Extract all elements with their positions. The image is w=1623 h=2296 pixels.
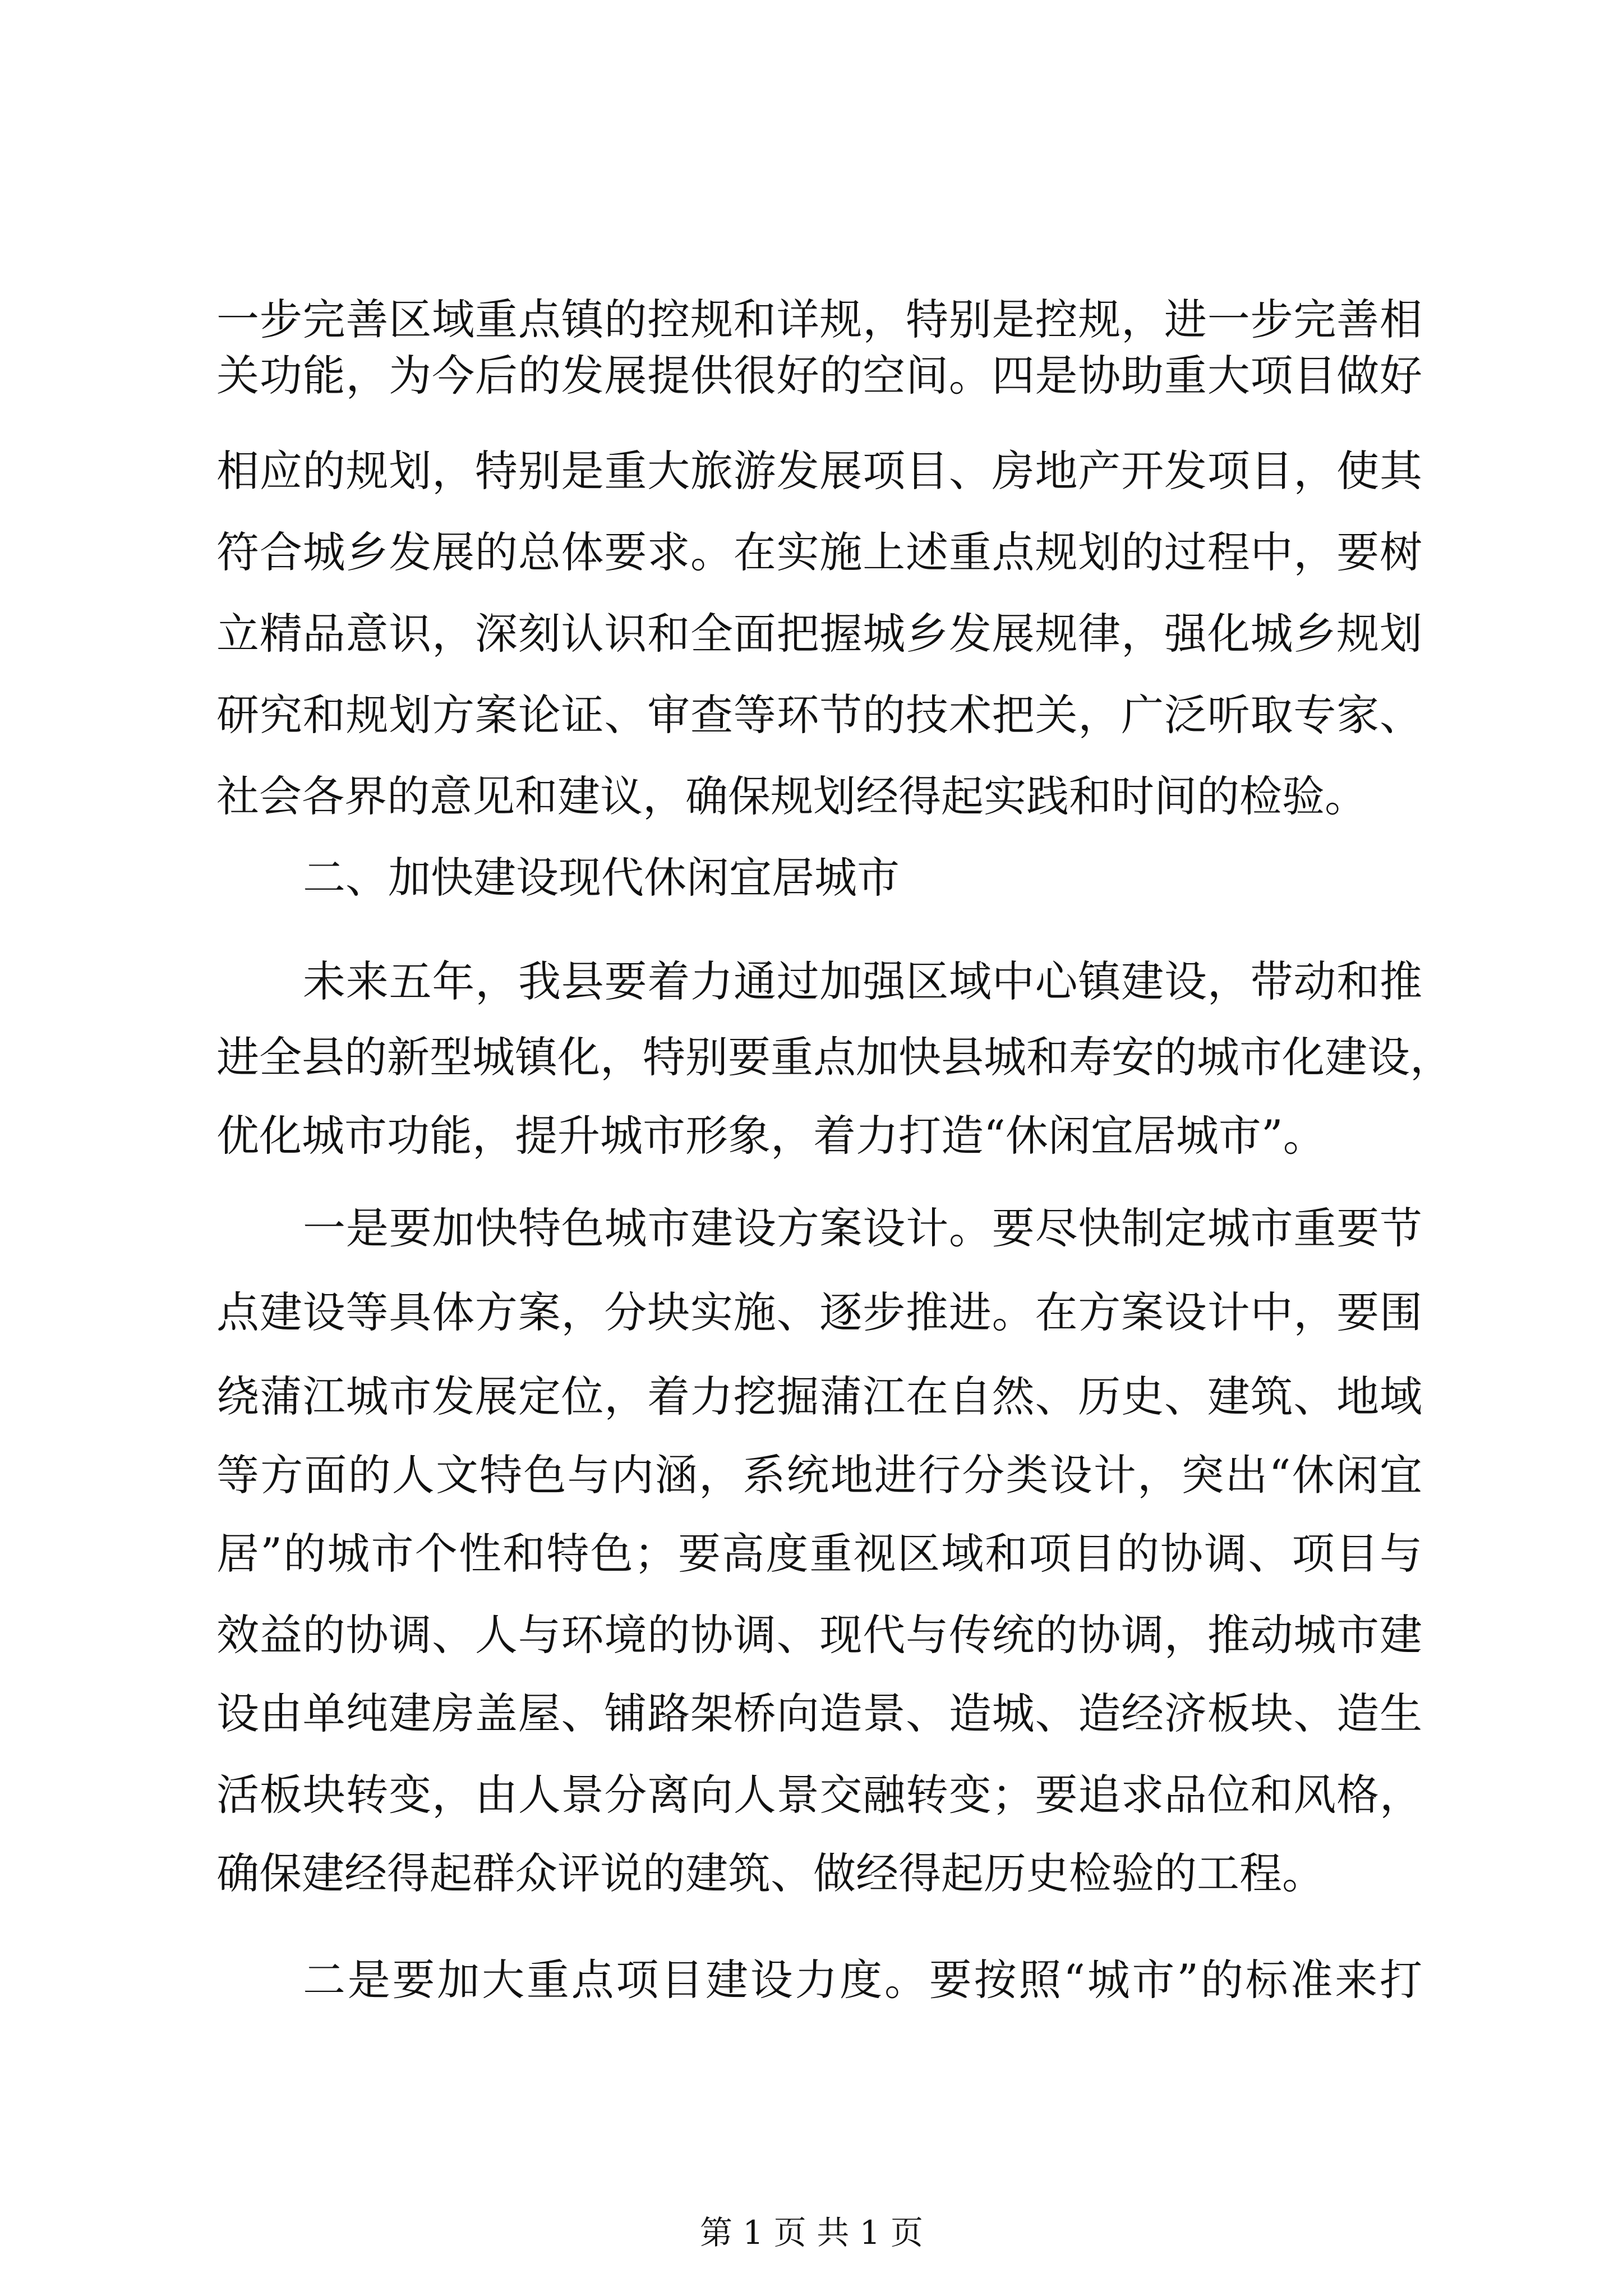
text-line: 绕蒲江城市发展定位，着力挖掘蒲江在自然、历史、建筑、地域	[216, 1372, 1422, 1421]
section-heading: 二、加快建设现代休闲宜居城市	[303, 853, 900, 903]
text-line: 符合城乡发展的总体要求。在实施上述重点规划的过程中，要树	[216, 527, 1422, 577]
text-line: 二是要加大重点项目建设力度。要按照“城市”的标准来打	[303, 1955, 1422, 2005]
text-line: 相应的规划，特别是重大旅游发展项目、房地产开发项目，使其	[216, 446, 1422, 496]
text-line: 确保建经得起群众评说的建筑、做经得起历史检验的工程。	[216, 1848, 1325, 1898]
text-line: 未来五年，我县要着力通过加强区域中心镇建设，带动和推	[303, 956, 1422, 1006]
text-line: 点建设等具体方案，分块实施、逐步推进。在方案设计中，要围	[216, 1287, 1422, 1337]
page-footer: 第 1 页 共 1 页	[700, 2214, 923, 2252]
text-line: 一是要加快特色城市建设方案设计。要尽快制定城市重要节	[303, 1203, 1422, 1253]
text-line: 研究和规划方案论证、审查等环节的技术把关，广泛听取专家、	[216, 690, 1422, 740]
text-line: 效益的协调、人与环境的协调、现代与传统的协调，推动城市建	[216, 1610, 1422, 1660]
text-line: 设由单纯建房盖屋、铺路架桥向造景、造城、造经济板块、造生	[216, 1688, 1422, 1738]
text-line: 居”的城市个性和特色；要高度重视区域和项目的协调、项目与	[216, 1529, 1422, 1579]
text-line: 活板块转变，由人景分离向人景交融转变；要追求品位和风格，	[216, 1770, 1422, 1820]
text-line: 一步完善区域重点镇的控规和详规，特别是控规，进一步完善相	[216, 295, 1422, 344]
text-line: 进全县的新型城镇化，特别要重点加快县城和寿安的城市化建设，	[216, 1032, 1453, 1082]
text-line: 社会各界的意见和建议，确保规划经得起实践和时间的检验。	[216, 771, 1367, 821]
text-line: 立精品意识，深刻认识和全面把握城乡发展规律，强化城乡规划	[216, 609, 1422, 659]
text-line: 等方面的人文特色与内涵，系统地进行分类设计，突出“休闲宜	[216, 1450, 1422, 1500]
text-line: 关功能，为今后的发展提供很好的空间。四是协助重大项目做好	[216, 351, 1422, 401]
text-line: 优化城市功能，提升城市形象，着力打造“休闲宜居城市”。	[216, 1111, 1326, 1161]
